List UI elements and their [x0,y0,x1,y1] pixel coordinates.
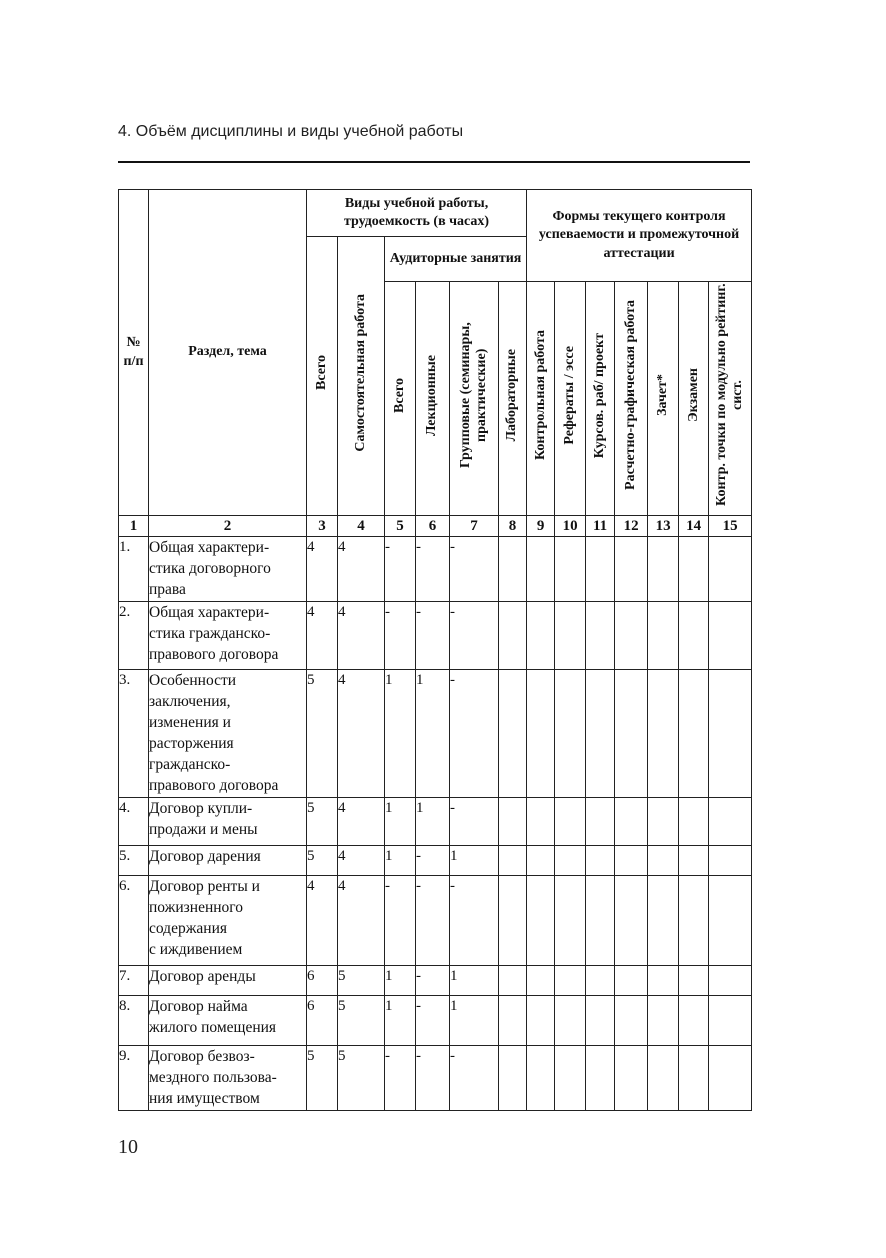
empty-cell [555,846,586,876]
row-topic: Договор купли- продажи и мены [149,798,307,846]
row-total-hours: 6 [307,996,338,1046]
row-lecture-hours: 1 [416,670,450,798]
empty-cell [555,996,586,1046]
column-number: 6 [416,516,450,537]
row-number: 7. [119,966,149,996]
workload-table [118,189,752,1111]
header-total: Всего [307,237,338,516]
row-total-hours: 6 [307,966,338,996]
column-number: 12 [615,516,648,537]
row-lecture-hours: - [416,996,450,1046]
column-number: 9 [527,516,555,537]
empty-cell [709,996,752,1046]
row-total-hours: 4 [307,537,338,602]
empty-cell [679,602,709,670]
row-topic: Общая характери- стика гражданско- правового договора [149,602,307,670]
empty-cell [648,1046,679,1111]
header-self-study: Самостоятельная работа [338,237,385,516]
header-work-types: Виды учебной работы, трудоемкость (в часах) [307,190,527,237]
header-rating-points: Контр. точки по модульно рейтинг. сист. [709,282,752,516]
empty-cell [527,798,555,846]
empty-cell [615,966,648,996]
empty-cell [709,670,752,798]
empty-cell [499,996,527,1046]
row-number: 4. [119,798,149,846]
row-self-study-hours: 4 [338,670,385,798]
row-group-hours: - [450,537,499,602]
empty-cell [679,876,709,966]
empty-cell [499,966,527,996]
column-number: 2 [149,516,307,537]
empty-cell [679,966,709,996]
header-auditory: Аудиторные занятия [385,237,527,282]
empty-cell [709,798,752,846]
empty-cell [679,670,709,798]
column-number: 10 [555,516,586,537]
row-self-study-hours: 5 [338,1046,385,1111]
row-group-hours: 1 [450,996,499,1046]
row-topic: Договор аренды [149,966,307,996]
row-auditory-hours: - [385,876,416,966]
header-course-work: Курсов. раб/ проект [586,282,615,516]
empty-cell [615,846,648,876]
header-exam: Экзамен [679,282,709,516]
empty-cell [679,798,709,846]
column-number: 11 [586,516,615,537]
column-number: 8 [499,516,527,537]
header-control-work: Контрольная работа [527,282,555,516]
header-labs: Лабораторные [499,282,527,516]
empty-cell [527,876,555,966]
row-auditory-hours: 1 [385,996,416,1046]
row-self-study-hours: 5 [338,996,385,1046]
row-topic: Договор ренты и пожизненного содержания с иждивением [149,876,307,966]
empty-cell [615,996,648,1046]
column-number: 13 [648,516,679,537]
empty-cell [709,537,752,602]
row-number: 2. [119,602,149,670]
row-topic: Общая характери- стика договорного права [149,537,307,602]
column-number: 7 [450,516,499,537]
empty-cell [555,602,586,670]
empty-cell [499,670,527,798]
row-topic: Договор найма жилого помещения [149,996,307,1046]
row-auditory-hours: 1 [385,966,416,996]
column-number: 14 [679,516,709,537]
table-body [119,516,752,1111]
row-lecture-hours: - [416,966,450,996]
empty-cell [586,670,615,798]
row-group-hours: - [450,602,499,670]
empty-cell [615,537,648,602]
empty-cell [615,670,648,798]
empty-cell [586,537,615,602]
row-lecture-hours: 1 [416,798,450,846]
empty-cell [555,798,586,846]
row-total-hours: 5 [307,846,338,876]
row-self-study-hours: 5 [338,966,385,996]
row-number: 5. [119,846,149,876]
header-group-sessions: Групповые (семинары, практические) [450,282,499,516]
empty-cell [527,846,555,876]
empty-cell [586,876,615,966]
empty-cell [527,602,555,670]
column-number-row [119,516,752,537]
empty-cell [586,602,615,670]
row-total-hours: 4 [307,876,338,966]
empty-cell [527,996,555,1046]
row-self-study-hours: 4 [338,876,385,966]
heading-rule [118,161,750,163]
row-auditory-hours: - [385,1046,416,1111]
empty-cell [527,670,555,798]
column-number: 4 [338,516,385,537]
row-group-hours: - [450,798,499,846]
row-self-study-hours: 4 [338,537,385,602]
empty-cell [648,846,679,876]
header-essays: Рефераты / эссе [555,282,586,516]
row-self-study-hours: 4 [338,602,385,670]
empty-cell [648,537,679,602]
row-topic: Особенности заключения, изменения и расторжения гражданско- правового договора [149,670,307,798]
empty-cell [499,1046,527,1111]
row-group-hours: 1 [450,966,499,996]
empty-cell [586,1046,615,1111]
header-topic: Раздел, тема [149,190,307,516]
row-number: 9. [119,1046,149,1111]
header-auditory-total: Всего [385,282,416,516]
row-group-hours: 1 [450,846,499,876]
empty-cell [615,1046,648,1111]
empty-cell [709,602,752,670]
row-lecture-hours: - [416,846,450,876]
table-row [119,966,752,996]
empty-cell [499,537,527,602]
row-lecture-hours: - [416,602,450,670]
row-number: 6. [119,876,149,966]
empty-cell [527,966,555,996]
header-calc-graphic: Расчетно-графическая работа [615,282,648,516]
empty-cell [499,876,527,966]
row-lecture-hours: - [416,876,450,966]
row-auditory-hours: 1 [385,846,416,876]
empty-cell [586,966,615,996]
column-number: 3 [307,516,338,537]
empty-cell [527,1046,555,1111]
table-row [119,602,752,670]
empty-cell [555,966,586,996]
table-row [119,996,752,1046]
row-auditory-hours: - [385,602,416,670]
empty-cell [679,846,709,876]
header-control-forms: Формы текущего контроля успеваемости и промежуточной аттестации [527,190,752,282]
row-number: 8. [119,996,149,1046]
empty-cell [615,876,648,966]
row-lecture-hours: - [416,537,450,602]
header-row-number: № п/п [119,190,149,516]
row-total-hours: 4 [307,602,338,670]
column-number: 15 [709,516,752,537]
row-total-hours: 5 [307,1046,338,1111]
empty-cell [679,996,709,1046]
empty-cell [679,537,709,602]
empty-cell [615,602,648,670]
row-group-hours: - [450,1046,499,1111]
empty-cell [648,798,679,846]
section-heading: 4. Объём дисциплины и виды учебной работы [118,123,464,140]
row-number: 3. [119,670,149,798]
row-total-hours: 5 [307,798,338,846]
empty-cell [499,846,527,876]
header-lectures: Лекционные [416,282,450,516]
row-lecture-hours: - [416,1046,450,1111]
table-row [119,798,752,846]
empty-cell [586,996,615,1046]
table-row [119,670,752,798]
column-number: 1 [119,516,149,537]
empty-cell [679,1046,709,1111]
empty-cell [527,537,555,602]
column-number: 5 [385,516,416,537]
header-credit: Зачет* [648,282,679,516]
empty-cell [499,798,527,846]
row-total-hours: 5 [307,670,338,798]
row-topic: Договор безвоз- мездного пользова- ния имуществом [149,1046,307,1111]
empty-cell [709,846,752,876]
row-number: 1. [119,537,149,602]
table-row [119,876,752,966]
row-auditory-hours: 1 [385,798,416,846]
empty-cell [709,876,752,966]
table-row [119,846,752,876]
empty-cell [615,798,648,846]
table-row [119,537,752,602]
empty-cell [555,670,586,798]
empty-cell [648,876,679,966]
row-auditory-hours: 1 [385,670,416,798]
empty-cell [499,602,527,670]
row-group-hours: - [450,670,499,798]
row-self-study-hours: 4 [338,846,385,876]
empty-cell [709,966,752,996]
empty-cell [648,966,679,996]
empty-cell [648,602,679,670]
row-group-hours: - [450,876,499,966]
page-number: 10 [118,1136,138,1158]
empty-cell [648,996,679,1046]
row-self-study-hours: 4 [338,798,385,846]
empty-cell [555,876,586,966]
empty-cell [709,1046,752,1111]
empty-cell [586,798,615,846]
row-auditory-hours: - [385,537,416,602]
empty-cell [555,1046,586,1111]
empty-cell [555,537,586,602]
empty-cell [586,846,615,876]
row-topic: Договор дарения [149,846,307,876]
empty-cell [648,670,679,798]
table-row [119,1046,752,1111]
